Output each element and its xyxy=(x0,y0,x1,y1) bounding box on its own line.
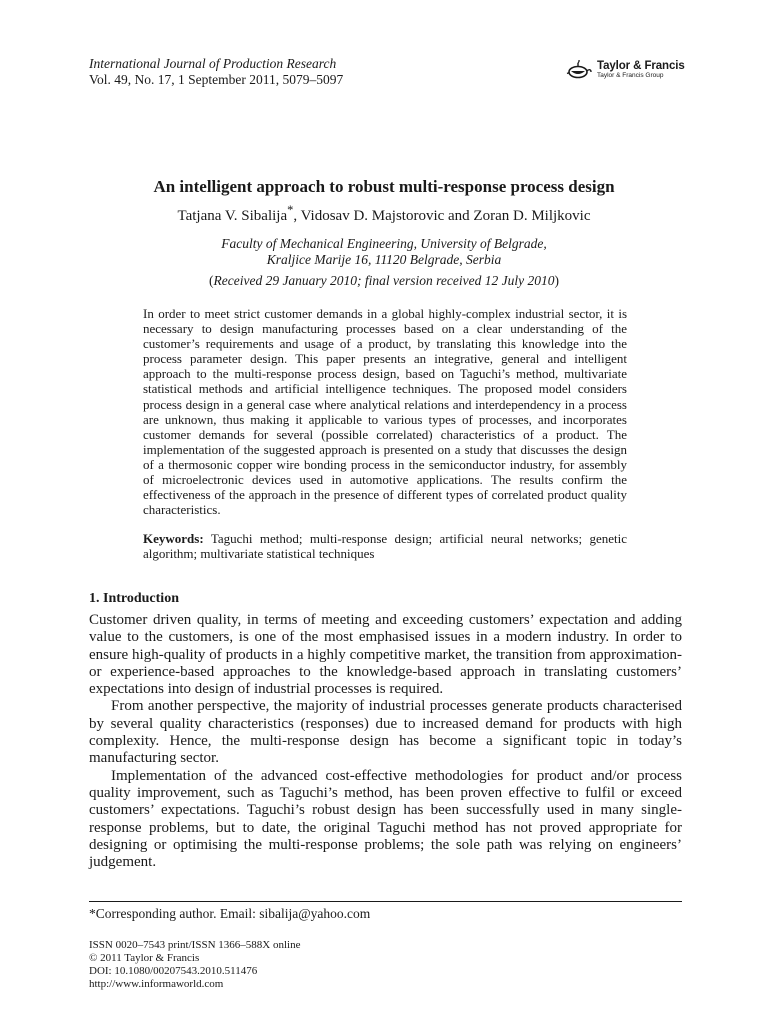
received-open: ( xyxy=(208,273,214,288)
keywords-text: Taguchi method; multi-response design; artificial neural networks; genetic algorithm; multivariate statistical techniques xyxy=(143,531,627,562)
keywords-label: Keywords: xyxy=(143,531,204,546)
journal-header xyxy=(89,56,343,88)
section-heading-introduction: 1. Introduction xyxy=(89,591,179,606)
publisher-url: http://www.informaworld.com xyxy=(89,978,224,990)
footnote-divider xyxy=(89,901,682,902)
corresponding-mark: * xyxy=(287,203,294,217)
author-rest: , Vidosav D. Majstorovic and Zoran D. Miljkovic xyxy=(293,208,591,224)
publisher-name: Taylor & Francis xyxy=(597,60,685,72)
journal-name: International Journal of Production Research xyxy=(89,56,337,71)
affiliation-line2: Kraljice Marije 16, 11120 Belgrade, Serbia xyxy=(266,252,502,267)
doi: DOI: 10.1080/00207543.2010.511476 xyxy=(89,965,258,977)
authors xyxy=(0,203,768,225)
intro-paragraph-3: Implementation of the advanced cost-effective methodologies for product and/or process quality improvement, such as Taguchi’s method, has been proven effective to fulfil or exceed customers’ expectations. Taguchi’s robust design has been successfully used in many single-response problems, but to date, the original Taguchi method has not proved appropriate for designing or optimising the multi-response problems; the sole path was relying on engineers’ judgement. xyxy=(89,767,682,871)
received-text: Received 29 January 2010; final version received 12 July 2010 xyxy=(213,273,555,288)
publisher-logo xyxy=(566,60,685,80)
received-close: ) xyxy=(554,273,559,288)
intro-paragraph-1: Customer driven quality, in terms of meeting and exceeding customers’ expectation and adding value to the customers, is one of the most emphasised issues in a modern industry. In order to ensure high-quality of products in a highly competitive market, the transition from approximation- or experience-based approaches to the knowledge-based approach in translating customers’ expectations into design of industrial processes is required. xyxy=(89,612,682,698)
abstract: In order to meet strict customer demands in a global highly-complex industrial sector, it is necessary to design manufacturing processes based on a clear understanding of the customer’s requirements and usage of a product, by translating this knowledge into the process parameter design. This paper presents an integrative, general and intelligent approach to the multi-response process design, based on Taguchi’s method, multivariate statistical methods and artificial intelligence techniques. The proposed model considers process design in a general case where analytical relations and interdependency in a process are unknown, thus making it applicable to various types of processes, and incorporates customer demands for several (possible correlated) characteristics of a product. The implementation of the suggested approach is presented on a study that discusses the design of a thermosonic copper wire bonding process in the semiconductor industry, for assembly of microelectronic devices used in automotive applications. The results confirm the effectiveness of the approach in the presence of different types of correlated product quality characteristics. xyxy=(143,306,627,518)
author-first: Tatjana V. Sibalija xyxy=(177,208,288,224)
corresponding-author-footnote: *Corresponding author. Email: sibalija@yahoo.com xyxy=(89,906,371,921)
keywords xyxy=(143,531,627,561)
volume-info: Vol. 49, No. 17, 1 September 2011, 5079–5097 xyxy=(89,72,344,87)
introduction-body xyxy=(89,612,682,871)
intro-paragraph-2: From another perspective, the majority of industrial processes generate products characterised by several quality characteristics (responses) due to increased demand for products with high complexity. Hence, the multi-response design has become a significant topic in today’s manufacturing sector. xyxy=(89,698,682,767)
article-title: An intelligent approach to robust multi-response process design xyxy=(153,177,615,196)
affiliation xyxy=(0,236,768,268)
received-dates xyxy=(0,273,768,289)
publication-info xyxy=(89,939,300,991)
copyright: © 2011 Taylor & Francis xyxy=(89,952,200,964)
affiliation-line1: Faculty of Mechanical Engineering, University of Belgrade, xyxy=(221,236,547,251)
publisher-group: Taylor & Francis Group xyxy=(597,72,664,79)
lamp-logo-icon xyxy=(566,60,592,80)
issn: ISSN 0020–7543 print/ISSN 1366–588X online xyxy=(89,939,301,951)
